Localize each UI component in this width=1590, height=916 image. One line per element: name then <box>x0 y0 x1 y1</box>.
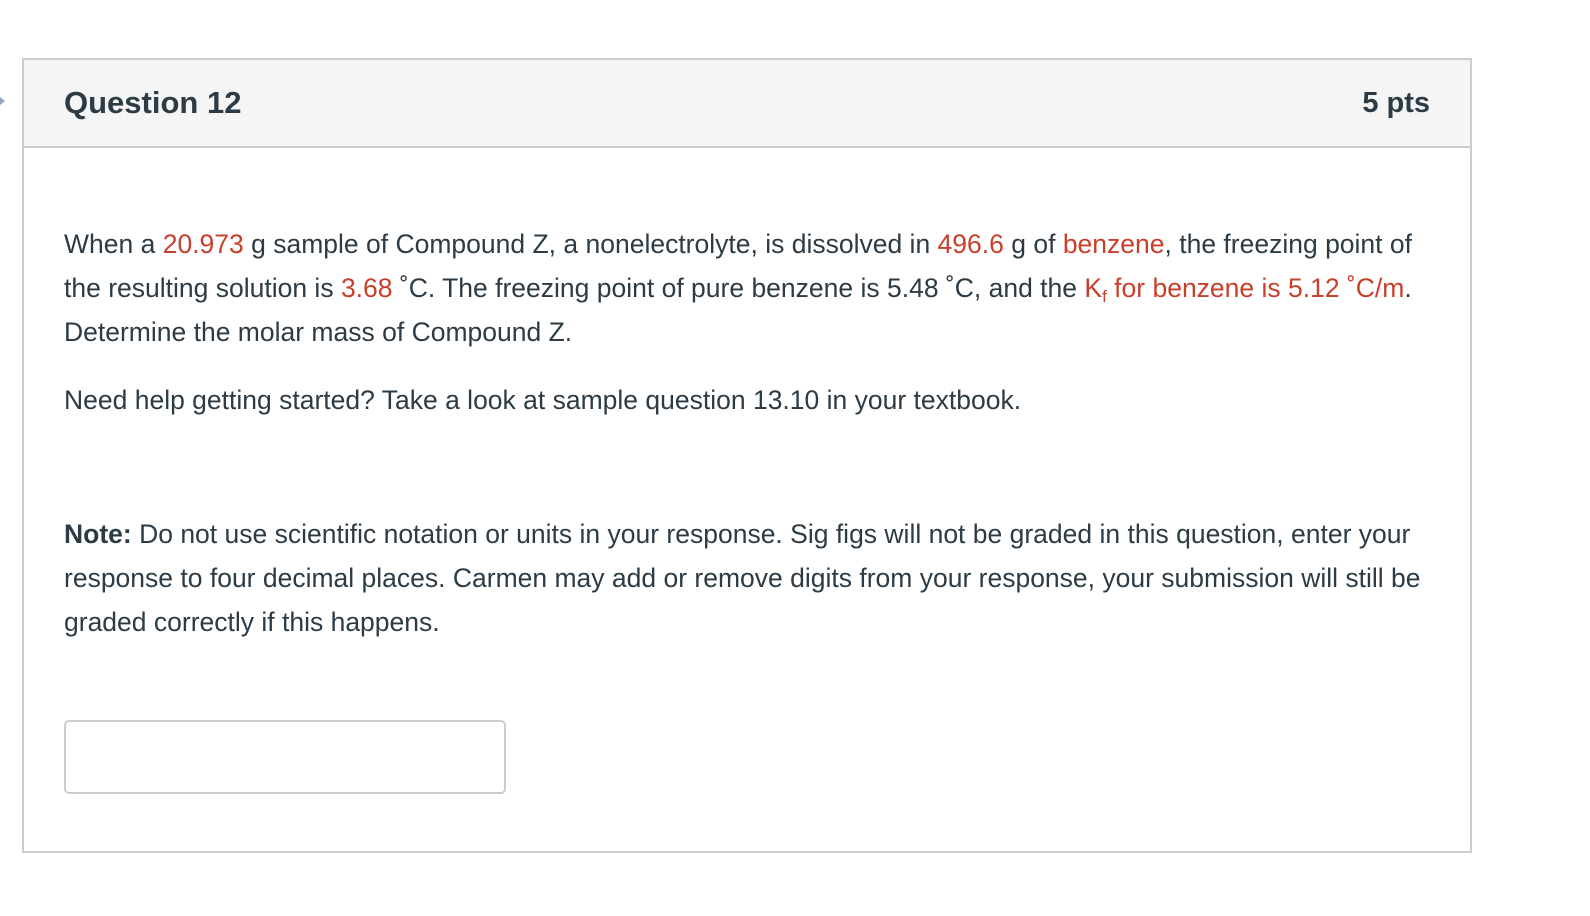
prompt-text: g of <box>1003 229 1063 259</box>
question-header <box>24 60 1470 148</box>
kf-symbol: K <box>1084 273 1103 303</box>
prompt-text: , the freezing point of the resulting solution is <box>64 229 1412 303</box>
prompt-text: g sample of Compound Z, a nonelectrolyte, is dissolved in <box>243 229 938 259</box>
prompt-text: ˚C. The freezing point of pure benzene is 5.48 ˚C, and the <box>392 273 1085 303</box>
kf-text: for benzene is 5.12 ˚C/m <box>1106 273 1405 303</box>
prompt-text: . Determine the molar mass of Compound Z. <box>64 273 1412 347</box>
question-prompt <box>64 222 1430 354</box>
prompt-text: When a <box>64 229 163 259</box>
question-card <box>22 58 1472 853</box>
question-body <box>24 148 1470 644</box>
solution-freezing-point-value: 3.68 <box>340 273 393 303</box>
kf-subscript: f <box>1102 287 1107 306</box>
compound-mass-value: 20.973 <box>162 229 244 259</box>
solvent-mass-value: 496.6 <box>937 229 1004 259</box>
help-text: Need help getting started? Take a look at sample question 13.10 in your textbook. <box>64 385 1022 415</box>
question-points: 5 pts <box>1362 86 1430 119</box>
question-pointer-icon <box>0 92 5 110</box>
kf-constant <box>1084 273 1405 306</box>
note-text: Do not use scientific notation or units in your response. Sig figs will not be graded in this question, enter your response to four decimal places. Carmen may add or remove digits from your response, your submission will still be graded correctly if this happens. <box>64 519 1421 637</box>
answer-input[interactable] <box>64 720 506 794</box>
note-label: Note: <box>64 519 132 549</box>
question-title: Question 12 <box>64 85 242 120</box>
note <box>64 512 1430 644</box>
solvent-name: benzene <box>1062 229 1165 259</box>
